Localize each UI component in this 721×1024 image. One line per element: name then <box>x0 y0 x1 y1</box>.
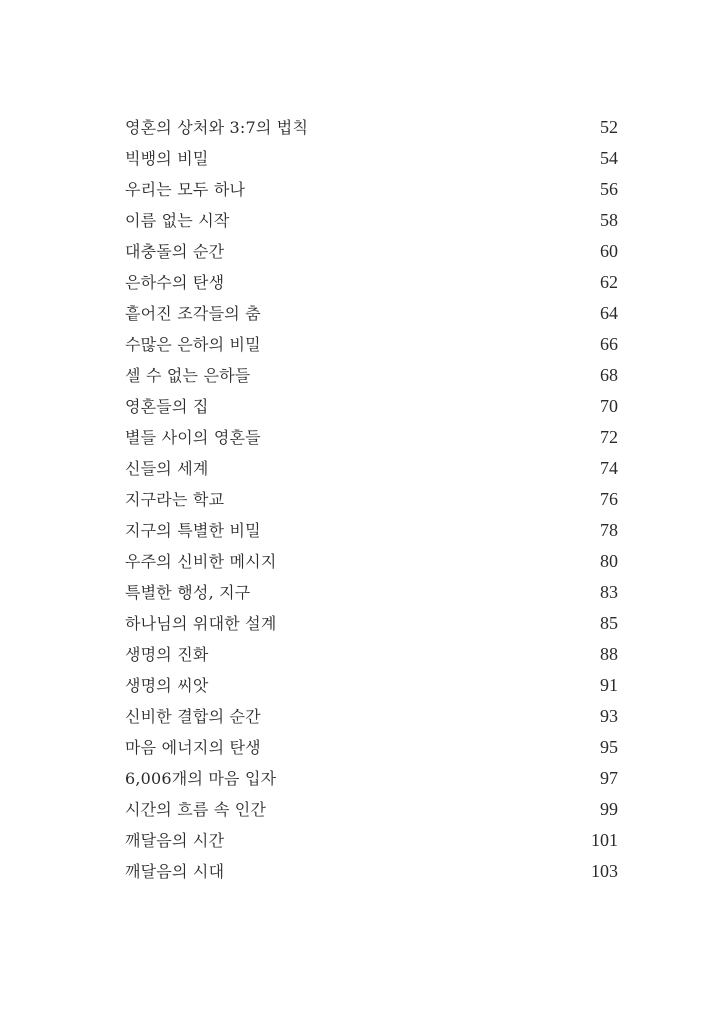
toc-entry-title: 수많은 은하의 비밀 <box>125 335 261 354</box>
toc-entry-page: 95 <box>600 737 618 757</box>
toc-entry-title: 셀 수 없는 은하들 <box>125 366 251 385</box>
toc-entry[interactable] <box>125 205 618 236</box>
toc-entry-title: 흩어진 조각들의 춤 <box>125 304 261 323</box>
toc-entry-title: 영혼들의 집 <box>125 397 209 416</box>
toc-entry-page: 80 <box>600 551 618 571</box>
toc-entry-title: 영혼의 상처와 3:7의 법칙 <box>125 118 309 137</box>
toc-entry[interactable] <box>125 267 618 298</box>
table-of-contents <box>125 112 618 887</box>
toc-entry-page: 66 <box>600 334 618 354</box>
toc-entry-title: 빅뱅의 비밀 <box>125 149 209 168</box>
toc-entry[interactable] <box>125 732 618 763</box>
toc-entry-page: 70 <box>600 396 618 416</box>
toc-entry-page: 99 <box>600 799 618 819</box>
toc-entry-page: 64 <box>600 303 618 323</box>
toc-entry[interactable] <box>125 453 618 484</box>
toc-entry-page: 101 <box>591 830 618 850</box>
toc-entry-page: 74 <box>600 458 618 478</box>
toc-entry-title: 대충돌의 순간 <box>125 242 225 261</box>
toc-entry-page: 56 <box>600 179 618 199</box>
toc-entry[interactable] <box>125 112 618 143</box>
toc-entry[interactable] <box>125 701 618 732</box>
toc-entry[interactable] <box>125 639 618 670</box>
toc-entry-title: 우주의 신비한 메시지 <box>125 552 277 571</box>
toc-entry-title: 시간의 흐름 속 인간 <box>125 800 267 819</box>
toc-entry-page: 54 <box>600 148 618 168</box>
toc-entry[interactable] <box>125 577 618 608</box>
toc-entry-title: 지구라는 학교 <box>125 490 225 509</box>
toc-entry[interactable] <box>125 236 618 267</box>
toc-entry[interactable] <box>125 298 618 329</box>
toc-entry[interactable] <box>125 484 618 515</box>
toc-entry-title: 하나님의 위대한 설계 <box>125 614 277 633</box>
toc-entry-title: 생명의 씨앗 <box>125 676 209 695</box>
toc-entry-page: 60 <box>600 241 618 261</box>
toc-entry-page: 78 <box>600 520 618 540</box>
toc-entry-title: 마음 에너지의 탄생 <box>125 738 261 757</box>
toc-entry[interactable] <box>125 515 618 546</box>
toc-entry[interactable] <box>125 546 618 577</box>
toc-entry-page: 76 <box>600 489 618 509</box>
toc-entry[interactable] <box>125 422 618 453</box>
toc-entry[interactable] <box>125 794 618 825</box>
toc-entry-title: 깨달음의 시대 <box>125 862 225 881</box>
toc-entry-title: 깨달음의 시간 <box>125 831 225 850</box>
toc-entry-page: 85 <box>600 613 618 633</box>
toc-entry[interactable] <box>125 174 618 205</box>
toc-entry-title: 신비한 결합의 순간 <box>125 707 261 726</box>
toc-entry[interactable] <box>125 360 618 391</box>
toc-entry-title: 생명의 진화 <box>125 645 209 664</box>
toc-entry-page: 68 <box>600 365 618 385</box>
toc-entry-page: 97 <box>600 768 618 788</box>
toc-entry-page: 93 <box>600 706 618 726</box>
toc-entry[interactable] <box>125 825 618 856</box>
toc-entry-title: 지구의 특별한 비밀 <box>125 521 261 540</box>
toc-entry-page: 83 <box>600 582 618 602</box>
toc-entry-title: 신들의 세계 <box>125 459 209 478</box>
toc-entry-page: 72 <box>600 427 618 447</box>
toc-entry[interactable] <box>125 608 618 639</box>
toc-entry-title: 이름 없는 시작 <box>125 211 230 230</box>
toc-entry[interactable] <box>125 763 618 794</box>
toc-entry-page: 91 <box>600 675 618 695</box>
toc-entry[interactable] <box>125 143 618 174</box>
toc-entry[interactable] <box>125 329 618 360</box>
toc-entry-page: 62 <box>600 272 618 292</box>
toc-entry-title: 우리는 모두 하나 <box>125 180 246 199</box>
toc-entry-page: 58 <box>600 210 618 230</box>
toc-entry[interactable] <box>125 856 618 887</box>
toc-entry[interactable] <box>125 391 618 422</box>
toc-entry-page: 103 <box>591 861 618 881</box>
toc-entry-page: 88 <box>600 644 618 664</box>
toc-entry-page: 52 <box>600 117 618 137</box>
toc-entry-title: 특별한 행성, 지구 <box>125 583 251 602</box>
toc-entry-title: 6,006개의 마음 입자 <box>125 769 277 788</box>
toc-entry[interactable] <box>125 670 618 701</box>
toc-entry-title: 별들 사이의 영혼들 <box>125 428 261 447</box>
toc-entry-title: 은하수의 탄생 <box>125 273 225 292</box>
